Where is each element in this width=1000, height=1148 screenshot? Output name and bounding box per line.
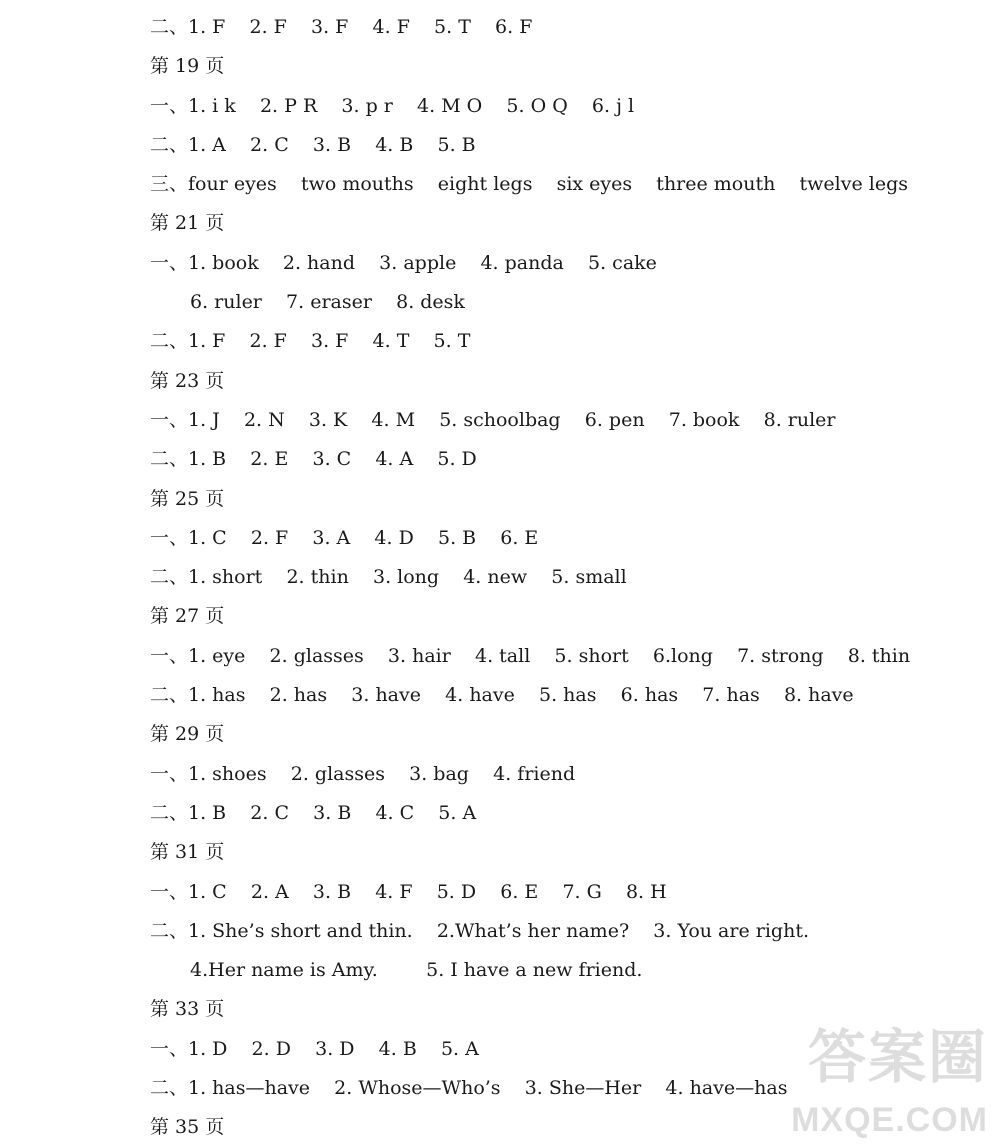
watermark-site-text: MXQE.COM <box>791 1101 988 1139</box>
page-section-header: 第 33 页 <box>150 998 225 1021</box>
page-section-header: 第 31 页 <box>150 841 225 864</box>
watermark-logo-text: 答案圈 <box>808 1023 989 1091</box>
answer-line: 6. ruler 7. eraser 8. desk <box>190 291 465 314</box>
answer-line: 二、1. A 2. C 3. B 4. B 5. B <box>150 133 476 156</box>
answer-line: 二、1. has 2. has 3. have 4. have 5. has 6. has 7. has 8. have <box>150 684 854 707</box>
page-section-header: 第 21 页 <box>150 212 225 235</box>
page-section-header: 第 27 页 <box>150 605 225 628</box>
answer-line: 二、1. F 2. F 3. F 4. F 5. T 6. F <box>150 16 533 38</box>
page-section-header: 第 23 页 <box>150 369 225 392</box>
answer-line: 三、four eyes two mouths eight legs six eyes three mouth twelve legs <box>150 173 908 196</box>
answer-line: 4.Her name is Amy. 5. I have a new friend. <box>190 959 643 982</box>
page-section-header: 第 19 页 <box>150 55 225 78</box>
page-section-header: 第 25 页 <box>150 487 225 510</box>
answer-line: 一、1. J 2. N 3. K 4. M 5. schoolbag 6. pen 7. book 8. ruler <box>150 408 836 431</box>
answer-line: 一、1. C 2. F 3. A 4. D 5. B 6. E <box>150 526 539 549</box>
answer-line: 二、1. B 2. C 3. B 4. C 5. A <box>150 801 477 824</box>
answer-line: 一、1. eye 2. glasses 3. hair 4. tall 5. short 6.long 7. strong 8. thin <box>150 644 911 667</box>
answer-line: 二、1. short 2. thin 3. long 4. new 5. small <box>150 566 627 589</box>
answer-line: 二、1. F 2. F 3. F 4. T 5. T <box>150 330 471 353</box>
answer-line: 二、1. B 2. E 3. C 4. A 5. D <box>150 448 477 471</box>
page-section-header: 第 35 页 <box>150 1116 225 1139</box>
answer-line: 一、1. book 2. hand 3. apple 4. panda 5. cake <box>150 251 657 274</box>
answer-document <box>150 8 970 1148</box>
answer-line: 一、1. C 2. A 3. B 4. F 5. D 6. E 7. G 8. H <box>150 880 667 903</box>
answer-line: 二、1. has—have 2. Whose—Who’s 3. She—Her 4. have—has <box>150 1077 788 1100</box>
page-section-header: 第 29 页 <box>150 723 225 746</box>
answer-line: 一、1. i k 2. P R 3. p r 4. M O 5. O Q 6. j l <box>150 94 635 117</box>
answer-line: 一、1. shoes 2. glasses 3. bag 4. friend <box>150 762 576 785</box>
answer-line: 一、1. D 2. D 3. D 4. B 5. A <box>150 1037 479 1060</box>
answer-line: 二、1. She’s short and thin. 2.What’s her name? 3. You are right. <box>150 919 809 942</box>
